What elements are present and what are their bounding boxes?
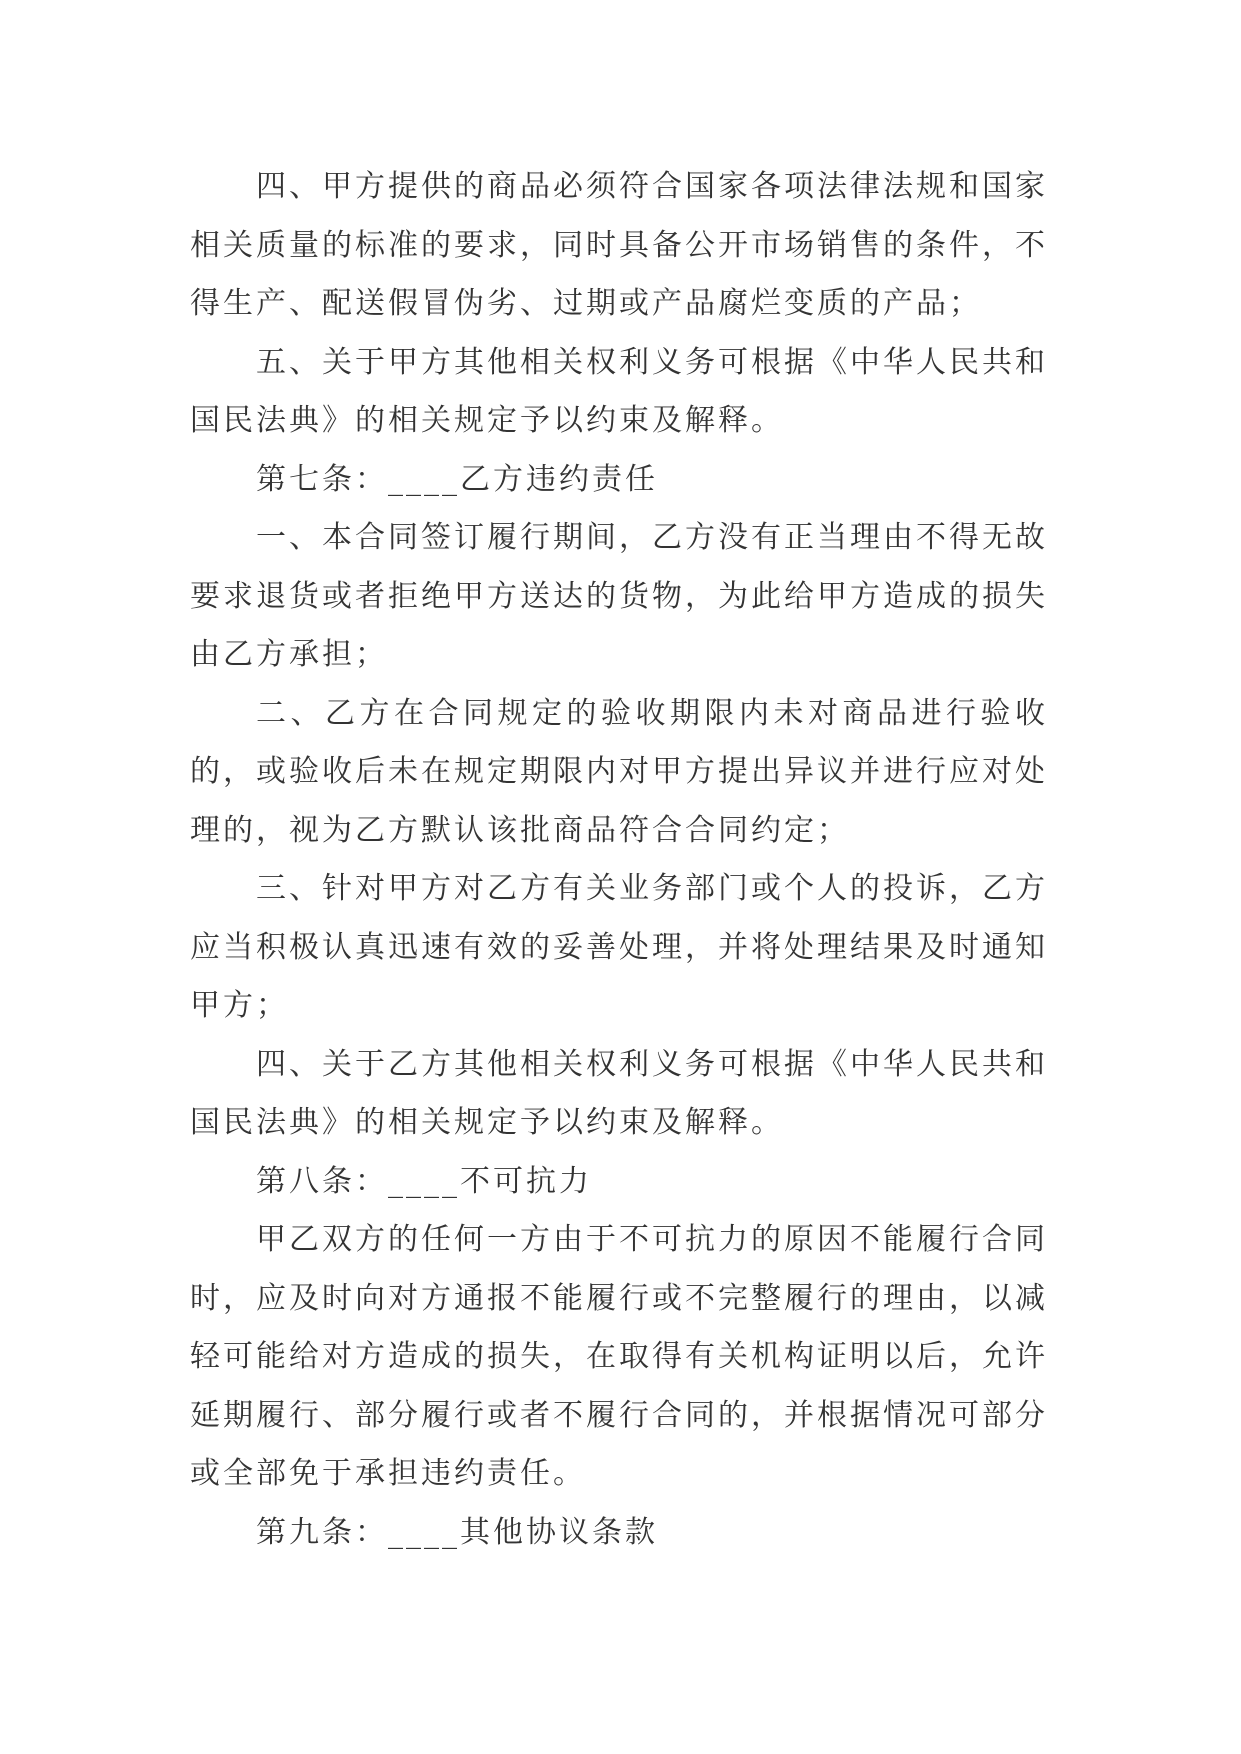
article-9-heading: 第九条：____其他协议条款 [256, 1514, 658, 1550]
paragraph-buyer-other-rights: 四、关于乙方其他相关权利义务可根据《中华人民共和国民法典》的相关规定予以约束及解释。 [190, 1046, 1048, 1140]
article-8-heading: 第八条：____不可抗力 [256, 1163, 592, 1199]
paragraph-supplier-other-rights: 五、关于甲方其他相关权利义务可根据《中华人民共和国民法典》的相关规定予以约束及解释。 [190, 344, 1048, 438]
paragraph-buyer-complaints: 三、针对甲方对乙方有关业务部门或个人的投诉，乙方应当积极认真迅速有效的妥善处理，并将处理结果及时通知甲方； [190, 871, 1048, 1023]
document-body [190, 158, 1048, 1562]
paragraph-force-majeure: 甲乙双方的任何一方由于不可抗力的原因不能履行合同时，应及时向对方通报不能履行或不完整履行的理由，以减轻可能给对方造成的损失，在取得有关机构证明以后，允许延期履行、部分履行或者不履行合同的，并根据情况可部分或全部免于承担违约责任。 [190, 1222, 1048, 1491]
paragraph-buyer-no-return: 一、本合同签订履行期间，乙方没有正当理由不得无故要求退货或者拒绝甲方送达的货物，为此给甲方造成的损失由乙方承担； [190, 520, 1048, 672]
paragraph-supplier-quality: 四、甲方提供的商品必须符合国家各项法律法规和国家相关质量的标准的要求，同时具备公开市场销售的条件，不得生产、配送假冒伪劣、过期或产品腐烂变质的产品； [190, 169, 1048, 321]
paragraph-buyer-inspection: 二、乙方在合同规定的验收期限内未对商品进行验收的，或验收后未在规定期限内对甲方提出异议并进行应对处理的，视为乙方默认该批商品符合合同约定； [190, 695, 1048, 848]
article-7-heading: 第七条：____乙方违约责任 [256, 461, 658, 497]
